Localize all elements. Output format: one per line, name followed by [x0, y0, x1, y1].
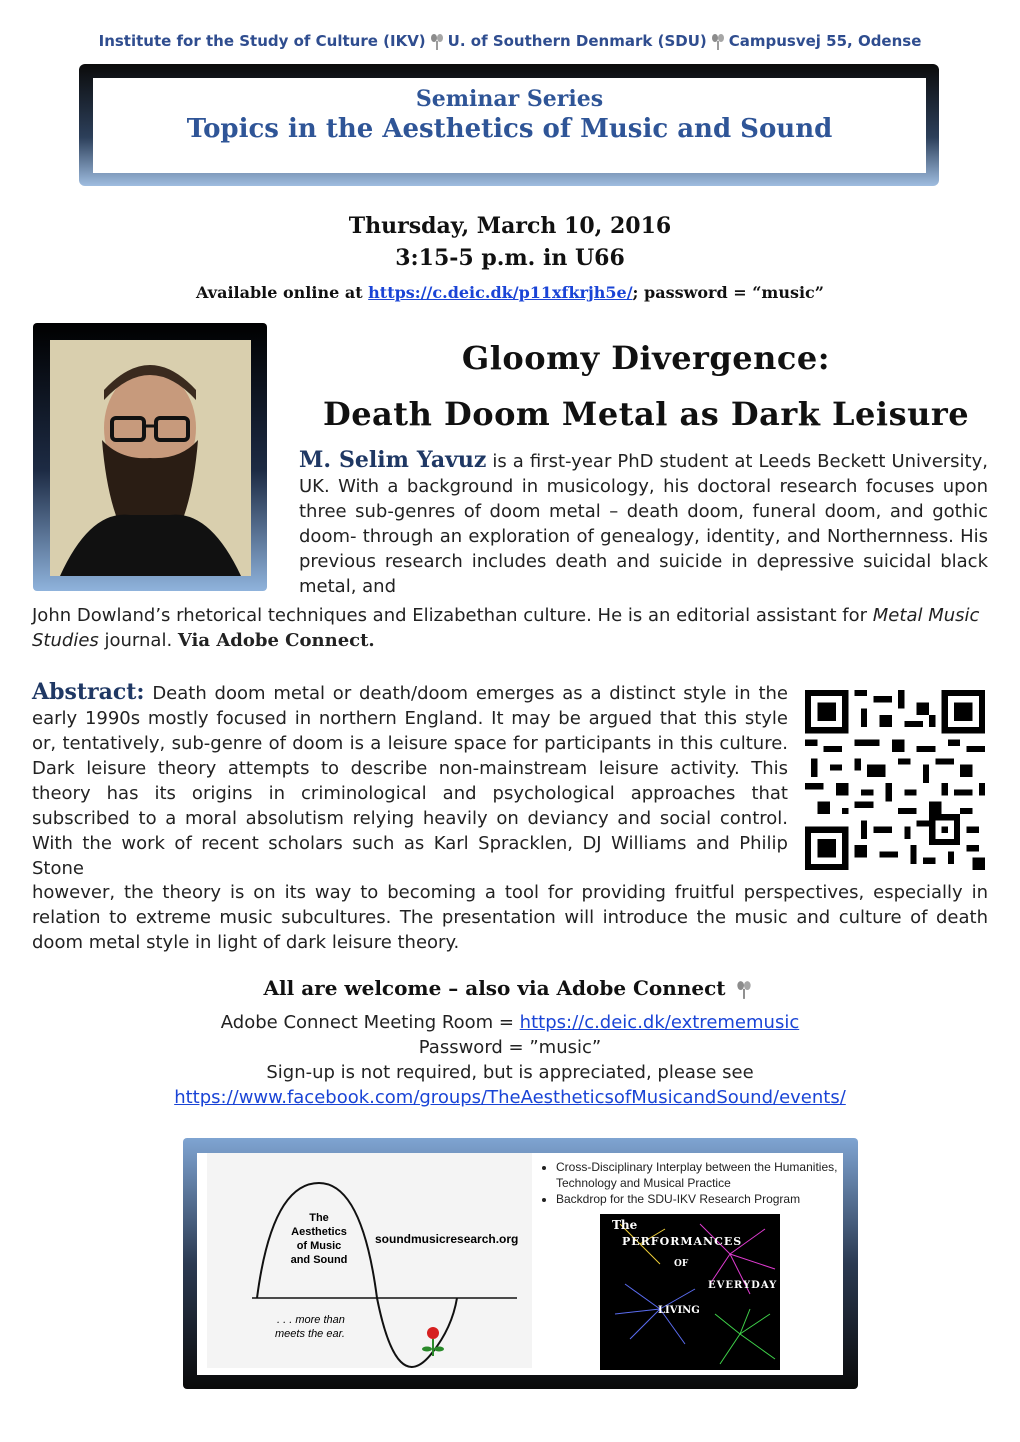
institution-header — [0, 32, 1020, 51]
online-password: ; password = “music” — [632, 283, 824, 302]
banner — [93, 78, 926, 173]
aesthetics-logo — [197, 1153, 537, 1375]
header-university: U. of Southern Denmark (SDU) — [447, 32, 707, 50]
online-prefix: Available online at — [196, 283, 363, 302]
online-access — [0, 283, 1020, 302]
speaker-name: M. Selim Yavuz — [299, 447, 487, 473]
header-institute: Institute for the Study of Culture (IKV) — [98, 32, 426, 50]
abstract-text-continued: however, the theory is on its way to becoming a tool for providing fruitful perspectives, especially in relation to extreme music subcultures. The presentation will introduce the music and culture of death doom metal style in light of dark leisure theory. — [32, 882, 988, 953]
event-time: 3:15-5 p.m. in U66 — [395, 245, 625, 271]
flower-icon — [427, 1327, 439, 1339]
perf-line2: PERFORMANCES — [622, 1235, 743, 1248]
performances-title — [612, 1218, 777, 1326]
talk-title-line2: Death Doom Metal as Dark Leisure — [322, 395, 970, 433]
event-datetime — [0, 210, 1020, 274]
abstract-continued — [32, 880, 988, 955]
journal-name: Metal Music Studies — [32, 605, 980, 651]
speaker-bio-continued — [32, 603, 988, 653]
ad-bullets — [540, 1159, 840, 1207]
site-url: soundmusicresearch.org — [375, 1232, 519, 1246]
signup-note: Sign-up is not required, but is appreciated, please see — [266, 1062, 754, 1083]
speaker-portrait-image — [50, 340, 251, 576]
perf-line3: OF — [674, 1259, 689, 1269]
bio-journal-suffix: journal. — [98, 630, 178, 651]
via-adobe-connect: Via Adobe Connect. — [177, 630, 375, 651]
logo-line3: of Music — [296, 1240, 342, 1252]
qr-code-image[interactable] — [805, 690, 985, 870]
abstract-text: Death doom metal or death/doom emerges as a distinct style in the early 1990s mostly focused in northern England. It may be argued that this style or, tentatively, sub-genre of doom is a leisure space for participants in this culture. Dark leisure theory attempts to describe non-mainstream leisure activity. This theory has its origins in criminological and psychological approaches that subscribed to a moral absolutism relying heavily on deviancy and social control. With the work of recent scholars such as Karl Spracklen, DJ Williams and Philip Stone — [32, 683, 788, 879]
abstract-label: Abstract: — [32, 679, 145, 705]
logo-line1: The — [309, 1212, 329, 1224]
perf-line5: LIVING — [658, 1305, 700, 1316]
flower-icon — [430, 33, 444, 51]
series-label: Seminar Series — [415, 86, 604, 112]
speaker-bio — [299, 448, 988, 599]
series-title: Topics in the Aesthetics of Music and Sound — [186, 114, 833, 144]
abstract — [32, 680, 788, 881]
tagline2: meets the ear. — [275, 1328, 345, 1340]
header-address: Campusvej 55, Odense — [728, 32, 922, 50]
bio-text-continued: John Dowland’s rhetorical techniques and Elizabethan culture. He is an editorial assistant for — [32, 605, 873, 626]
online-link[interactable]: https://c.deic.dk/p11xfkrjh5e/ — [368, 283, 633, 302]
logo-line4: and Sound — [290, 1254, 348, 1266]
flower-icon — [711, 33, 725, 51]
event-date: Thursday, March 10, 2016 — [348, 213, 672, 239]
speaker-photo — [50, 340, 251, 576]
meeting-room-label: Adobe Connect Meeting Room = — [220, 1012, 520, 1033]
talk-title-line1: Gloomy Divergence: — [461, 339, 831, 377]
meeting-room-line — [0, 1010, 1020, 1035]
welcome-line — [0, 976, 1020, 1000]
ad-bullet-1: • Cross-Disciplinary Interplay between the Humanities, Technology and Musical Practice — [556, 1159, 840, 1191]
welcome-text: All are welcome – also via Adobe Connect — [263, 976, 726, 1000]
bio-text: is a first-year PhD student at Leeds Beckett University, UK. With a background in musicology, his doctoral research focuses upon three sub-genres of doom metal – death doom, funeral doom, and gothic doom- through an exploration of genealogy, identity, and Northernness. His previous research includes death and suicide in depressive suicidal black metal, and — [299, 451, 988, 597]
perf-line4: EVERYDAY — [708, 1280, 778, 1291]
perf-line1: The — [612, 1218, 638, 1232]
flower-icon — [736, 980, 752, 1000]
logo-line2: Aesthetics — [291, 1226, 347, 1238]
meeting-room-link[interactable]: https://c.deic.dk/extrememusic — [519, 1012, 800, 1033]
facebook-events-link[interactable]: https://www.facebook.com/groups/TheAestheticsofMusicandSound/events/ — [174, 1087, 846, 1108]
contact-info — [0, 1010, 1020, 1110]
ad-bullet-2: • Backdrop for the SDU-IKV Research Program — [556, 1191, 840, 1207]
tagline1: . . . more than — [277, 1314, 345, 1326]
meeting-password: Password = ”music” — [418, 1037, 602, 1058]
talk-title — [290, 330, 1002, 442]
